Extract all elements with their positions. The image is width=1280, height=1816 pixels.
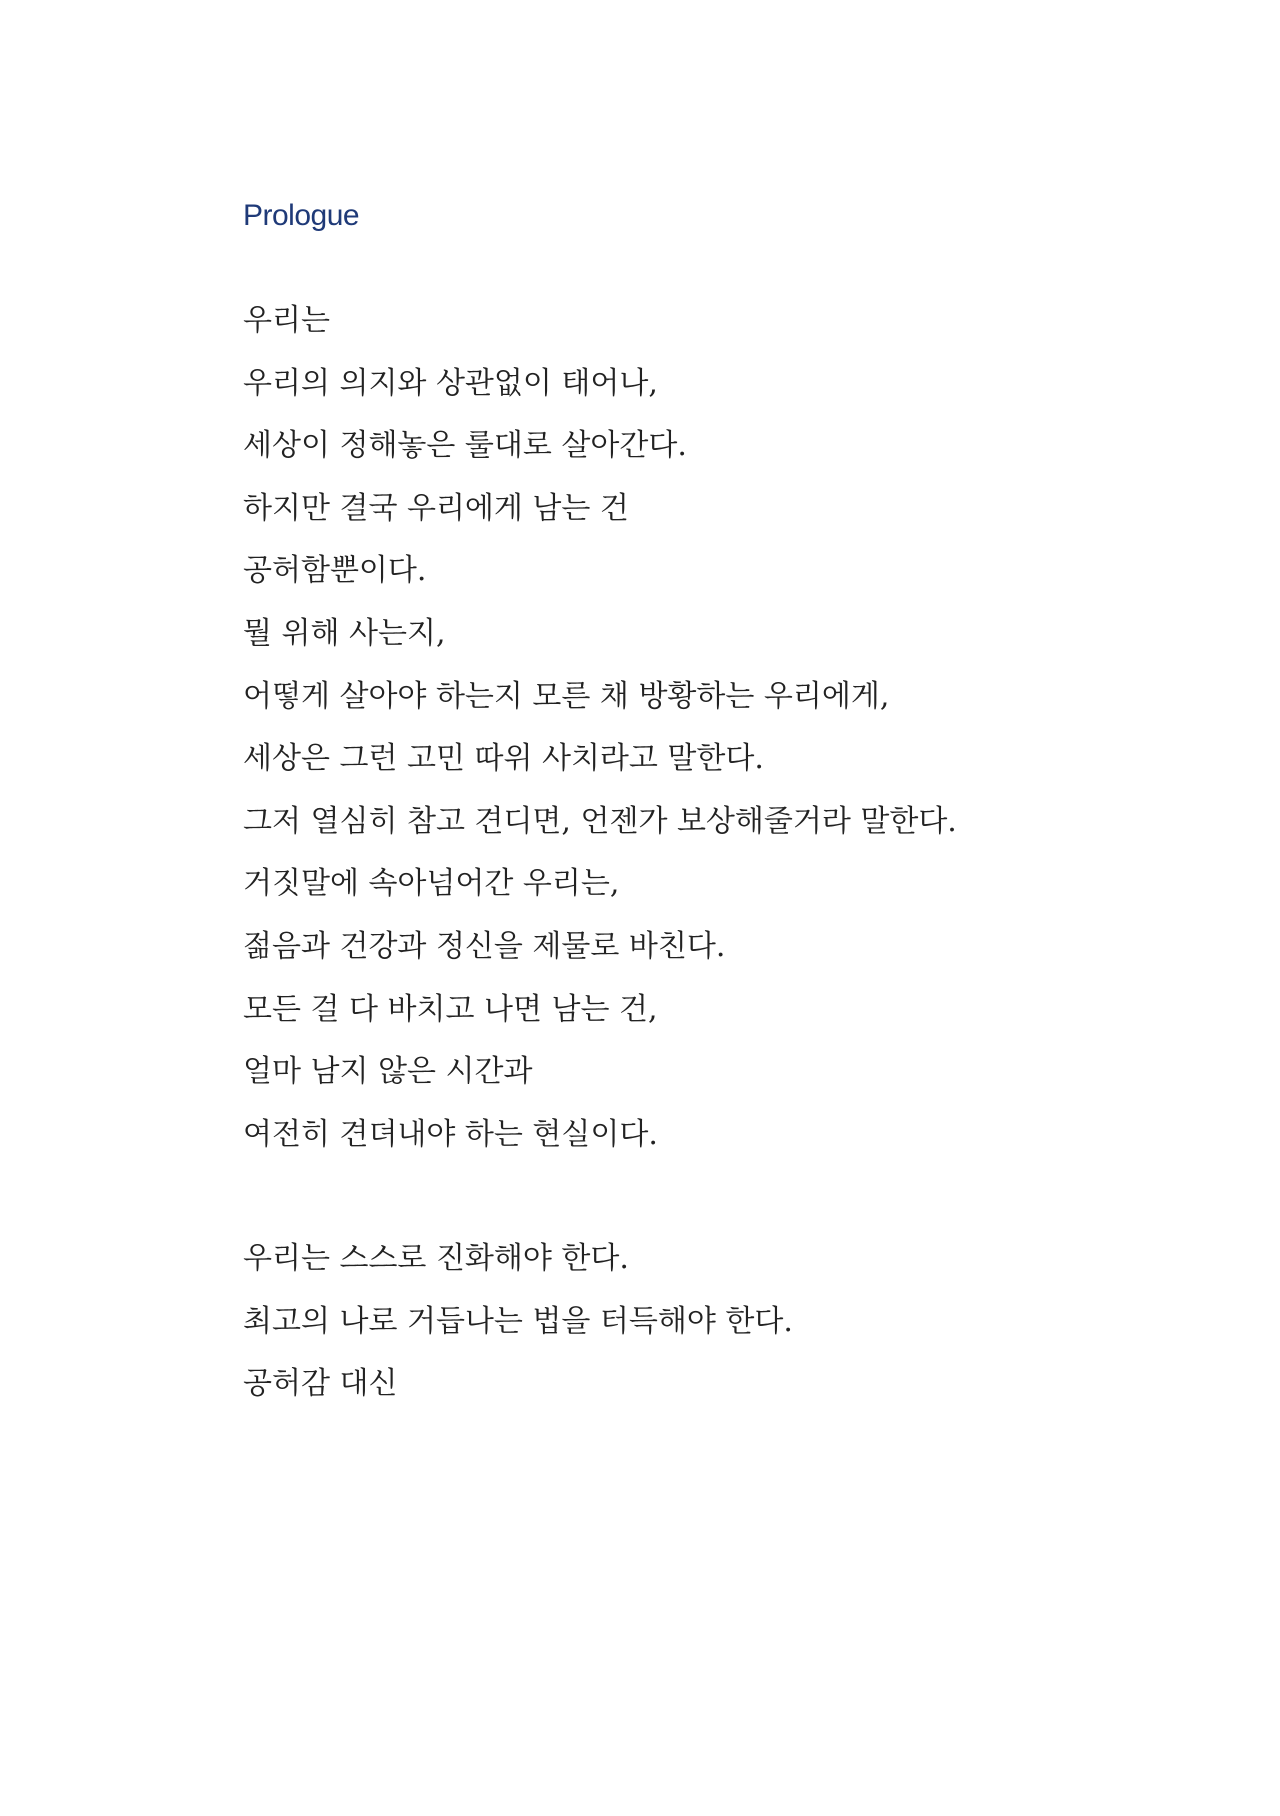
text-line: 젊음과 건강과 정신을 제물로 바친다. — [243, 928, 726, 964]
text-line: 우리는 — [243, 303, 330, 338]
text-line: 공허함뿐이다. — [243, 553, 427, 589]
text-line: 세상이 정해놓은 룰대로 살아간다. — [243, 428, 687, 464]
text-line: 어떻게 살아야 하는지 모른 채 방황하는 우리에게, — [243, 678, 890, 714]
stanza-1 — [243, 290, 957, 1166]
text-line: 우리의 의지와 상관없이 태어나, — [243, 365, 658, 401]
text-line: 최고의 나로 거듭나는 법을 터득해야 한다. — [243, 1303, 793, 1339]
text-line: 모든 걸 다 바치고 나면 남는 건, — [243, 991, 658, 1027]
text-line: 하지만 결국 우리에게 남는 건 — [243, 490, 629, 526]
text-line: 여전히 견뎌내야 하는 현실이다. — [243, 1116, 658, 1152]
text-line: 세상은 그런 고민 따위 사치라고 말한다. — [243, 741, 764, 777]
text-line: 거짓말에 속아넘어간 우리는, — [243, 866, 620, 902]
text-line: 공허감 대신 — [243, 1366, 398, 1402]
text-line: 뭘 위해 사는지, — [243, 615, 446, 651]
page-title: Prologue — [243, 199, 360, 232]
text-line: 그저 열심히 참고 견디면, 언젠가 보상해줄거라 말한다. — [243, 803, 957, 839]
text-line: 얼마 남지 않은 시간과 — [243, 1054, 533, 1090]
text-line: 우리는 스스로 진화해야 한다. — [243, 1241, 629, 1276]
stanza-2 — [243, 1228, 793, 1416]
